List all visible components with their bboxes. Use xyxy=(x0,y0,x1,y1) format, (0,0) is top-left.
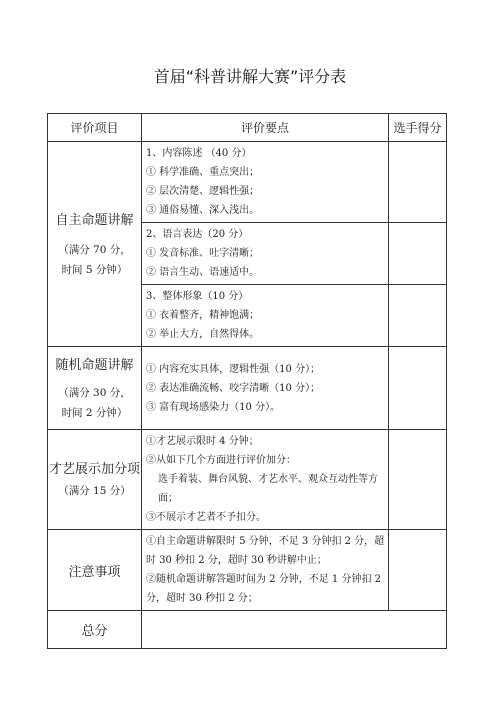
total-score-cell[interactable] xyxy=(142,611,447,649)
page-title: 首届“科普讲解大赛”评分表 xyxy=(153,67,347,86)
notes-cell xyxy=(142,530,389,611)
category-total xyxy=(48,611,142,649)
criteria-line: ② 表达准确流畅、咬字清晰（10 分）； xyxy=(146,382,321,394)
criteria-line: ② 语言生动、语速适中。 xyxy=(146,267,260,278)
score-cell[interactable] xyxy=(389,530,447,611)
criteria-line: ① 衣着整齐，精神饱满； xyxy=(146,310,260,321)
category-notes xyxy=(48,530,142,611)
header-score: 选手得分 xyxy=(389,114,447,142)
table-row xyxy=(48,611,447,649)
category-name: 才艺展示加分项 xyxy=(48,462,140,477)
table-row xyxy=(48,430,447,530)
group-title: 2、语言表达（20 分） xyxy=(146,229,249,240)
criteria-line: ③ 通俗易懂、深入浅出。 xyxy=(146,205,260,216)
category-name: 随机命题讲解 xyxy=(55,357,134,373)
criteria-line: ① 内容充实具体，逻辑性强（10 分）； xyxy=(146,363,321,375)
criteria-line: ① 发音标准、吐字清晰； xyxy=(146,248,260,259)
category-name: 注意事项 xyxy=(68,564,121,580)
category-note: 时间 2 分钟） xyxy=(61,406,128,419)
score-cell[interactable] xyxy=(389,430,447,530)
score-table xyxy=(47,113,447,649)
table-row xyxy=(48,142,447,223)
category-note: （满分 70 分， xyxy=(58,243,131,256)
header-points: 评价要点 xyxy=(142,114,389,142)
group-title: 3、整体形象（10 分） xyxy=(146,291,249,302)
criteria-line: ② 举止大方，自然得体。 xyxy=(146,329,260,340)
category-name: 总分 xyxy=(81,624,108,639)
criteria-line: ① 科学准确、重点突出； xyxy=(146,167,260,178)
table-row xyxy=(48,530,447,611)
criteria-line: ③ 富有现场感染力（10 分）。 xyxy=(146,401,281,413)
criteria-line: ③不展示才艺者不予扣分。 xyxy=(146,512,266,523)
score-cell[interactable] xyxy=(389,347,447,430)
criteria-group xyxy=(142,430,389,530)
criteria-line: ①才艺展示限时 4 分钟； xyxy=(146,436,259,447)
group-title: 1、内容陈述 （40 分） xyxy=(146,148,252,159)
category-self xyxy=(48,142,142,347)
criteria-group xyxy=(142,142,389,223)
criteria-line: ②从如下几个方面进行评价加分： xyxy=(146,455,296,466)
category-note: （满分 30 分， xyxy=(58,386,131,399)
score-cell[interactable] xyxy=(389,142,447,223)
note-line: ②随机命题讲解答题时间为 2 分钟，不足 1 分钟扣 2 分，超时 30 秒扣 2 分； xyxy=(146,574,381,604)
score-cell[interactable] xyxy=(389,223,447,285)
score-cell[interactable] xyxy=(389,285,447,347)
criteria-group xyxy=(142,347,389,430)
criteria-group xyxy=(142,223,389,285)
category-random xyxy=(48,347,142,430)
criteria-group xyxy=(142,285,389,347)
table-row xyxy=(48,347,447,430)
header-row xyxy=(48,114,447,142)
criteria-line: ② 层次清楚、逻辑性强； xyxy=(146,186,260,197)
category-name: 自主命题讲解 xyxy=(55,212,134,228)
note-line: ①自主命题讲解限时 5 分钟，不足 3 分钟扣 2 分，超时 30 秒扣 2 分，超时 30 秒讲解中止； xyxy=(146,536,385,566)
criteria-line: 选手着装、舞台风貌、才艺水平、观众互动性等方面； xyxy=(158,474,378,504)
header-item: 评价项目 xyxy=(48,114,142,142)
category-talent xyxy=(48,430,142,530)
category-note: （满分 15 分） xyxy=(58,485,131,497)
category-note: 时间 5 分钟） xyxy=(61,263,128,276)
